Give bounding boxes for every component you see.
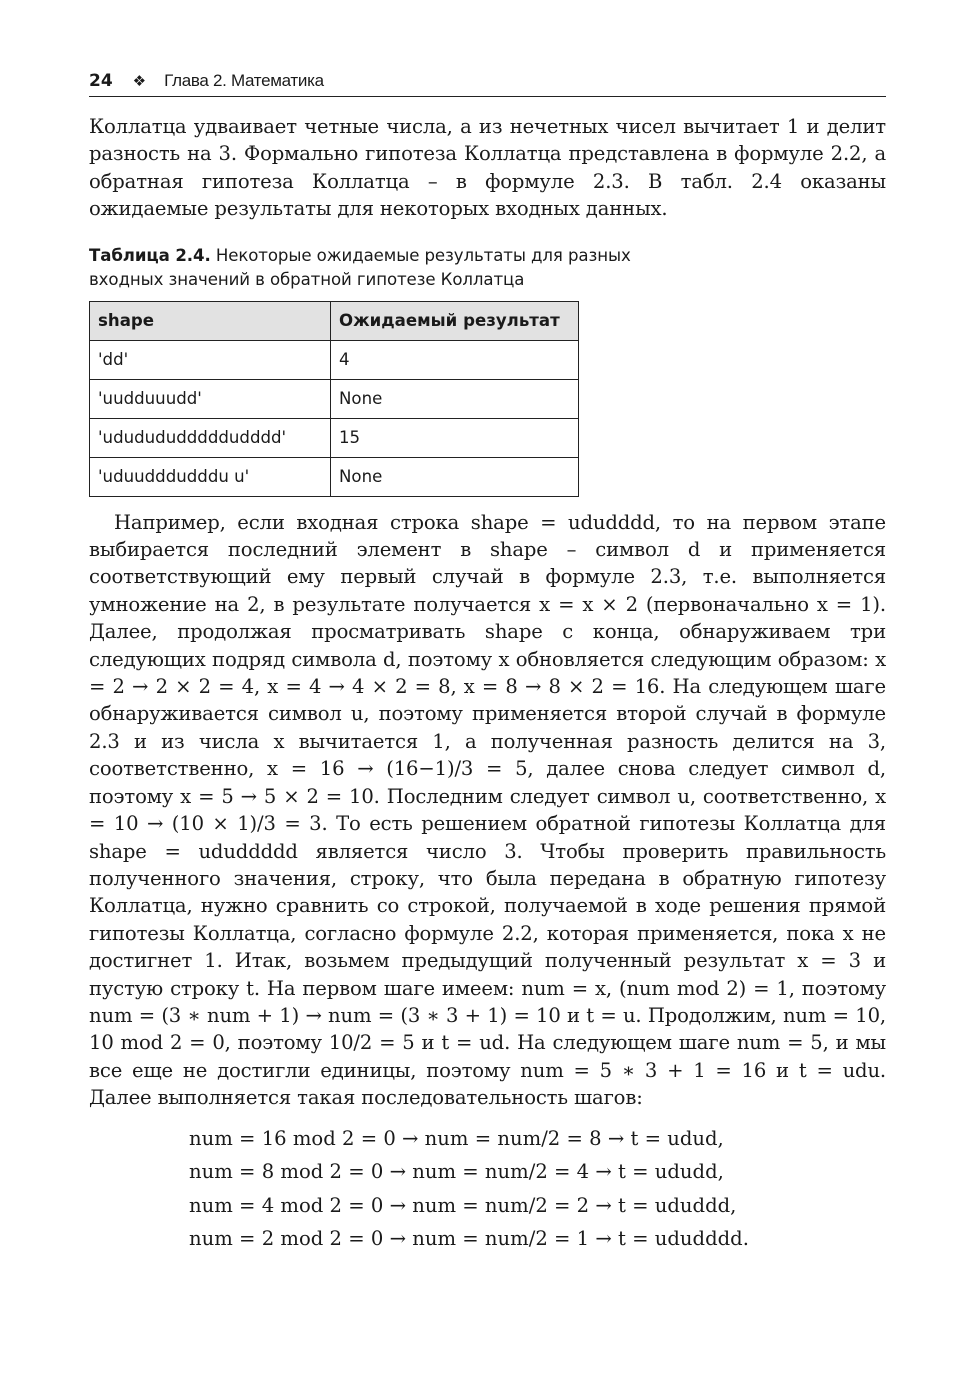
column-header-expected: Ожидаемый результат: [331, 301, 579, 340]
table-caption-label: Таблица 2.4.: [89, 245, 211, 265]
table-cell-shape: 'dd': [90, 340, 331, 379]
table-row: [90, 457, 579, 496]
step-sequence: [189, 1122, 886, 1256]
main-paragraph: Например, если входная строка shape = ududddd, то на первом этапе выбирается последний элемент в shape – символ d и применяется соответствующий ему первый случай в формуле 2.3, т.е. выполняется умножение на 2, в результате получается x = x × 2 (первоначально x = 1). Далее, продолжая просматривать shape с конца, обнаруживаем три следующих подряд символа d, поэтому x обновляется следующим образом: x = 2 → 2 × 2 = 4, x = 4 → 4 × 2 = 8, x = 8 → 8 × 2 = 16. На следующем шаге обнаруживается символ u, поэтому применяется второй случай в формуле 2.3 и из числа x вычитается 1, а полученная разность делится на 3, соответственно, x = 16 → (16−1)/3 = 5, далее снова следует символ d, поэтому x = 5 → 5 × 2 = 10. Последним следует символ u, соответственно, x = 10 → (10 × 1)/3 = 3. То есть решением обратной гипотезы Коллатца для shape = ududdddd является число 3. Чтобы проверить правильность полученного значения, строку, что была передана в обратную гипотезу Коллатца, нужно сравнить со строкой, получаемой в ходе решения прямой гипотезы Коллатца, согласно формуле 2.2, которая применяется, пока x не достигнет 1. Итак, возьмем предыдущий полученный результат x = 3 и пустую строку t. На первом шаге имеем: num = x, (num mod 2) = 1, поэтому num = (3 ∗ num + 1) → num = (3 ∗ 3 + 1) = 10 и t = u. Продолжим, num = 10, 10 mod 2 = 0, поэтому 10/2 = 5 и t = ud. На следующем шаге num = 5, и мы все еще не достигли единицы, поэтому num = 5 ∗ 3 + 1 = 16 и t = udu. Далее выполняется такая последовательность шагов:: [89, 510, 886, 1110]
chapter-title: Глава 2. Математика: [164, 71, 324, 90]
column-header-shape: shape: [90, 301, 331, 340]
table-cell-result: 15: [331, 418, 579, 457]
running-header: [89, 66, 886, 97]
step-line: num = 16 mod 2 = 0 → num = num/2 = 8 → t = udud,: [189, 1126, 724, 1150]
ornament-icon: ❖: [132, 72, 147, 90]
step-line: num = 4 mod 2 = 0 → num = num/2 = 2 → t = ududdd,: [189, 1193, 737, 1217]
table-header-row: [90, 301, 579, 340]
intro-paragraph: Коллатца удваивает четные числа, а из нечетных чисел вычитает 1 и делит разность на 3. Формально гипотеза Коллатца представлена в формуле 2.2, а обратная гипотеза Коллатца – в формуле 2.3. В табл. 2.4 оказаны ожидаемые результаты для некоторых входных данных.: [89, 115, 886, 221]
page-number: 24: [89, 71, 113, 91]
table-row: [90, 418, 579, 457]
table-cell-shape: 'ududududddddudddd': [90, 418, 331, 457]
table-cell-result: None: [331, 379, 579, 418]
results-table: [89, 301, 579, 497]
table-caption-text: Некоторые ожидаемые результаты для разных: [210, 245, 631, 265]
table-row: [90, 379, 579, 418]
table-caption: [89, 244, 886, 292]
table-cell-shape: 'uudduuudd': [90, 379, 331, 418]
step-line: num = 2 mod 2 = 0 → num = num/2 = 1 → t = ududddd.: [189, 1227, 749, 1251]
table-cell-shape: 'uduudddudddu u': [90, 457, 331, 496]
table-row: [90, 340, 579, 379]
step-line: num = 8 mod 2 = 0 → num = num/2 = 4 → t = ududd,: [189, 1160, 724, 1184]
table-cell-result: 4: [331, 340, 579, 379]
book-page: [89, 66, 886, 1256]
table-cell-result: None: [331, 457, 579, 496]
table-caption-text-2: входных значений в обратной гипотезе Коллатца: [89, 269, 525, 289]
